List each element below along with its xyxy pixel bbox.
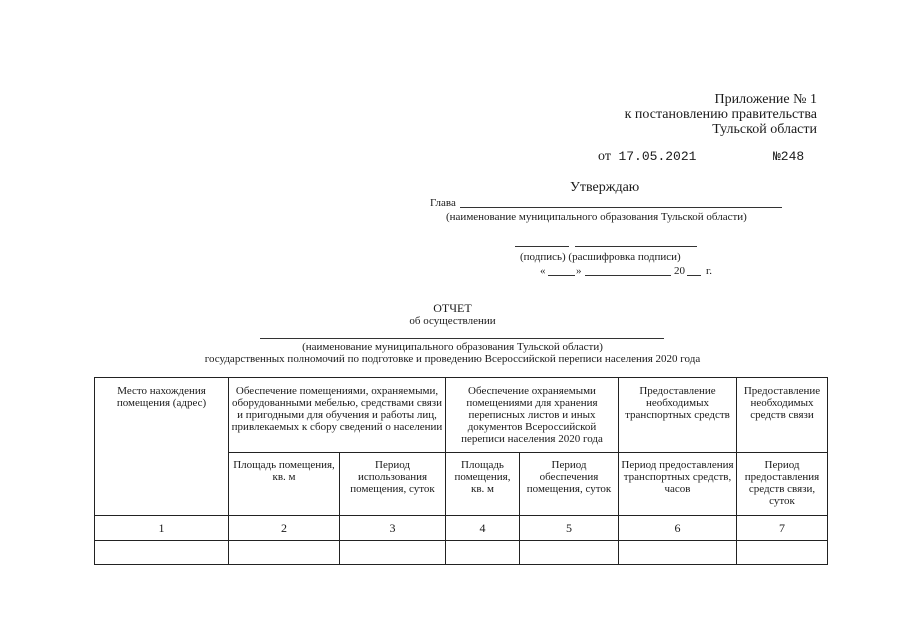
year-line: [687, 275, 701, 276]
col-number: 3: [340, 516, 446, 541]
col-number: 6: [619, 516, 737, 541]
subheader-communication-period: Период предоставления средств связи, суток: [737, 453, 828, 516]
sign-line: [515, 246, 569, 247]
empty-cell: [619, 541, 737, 565]
empty-cell: [446, 541, 520, 565]
year-prefix: 20: [674, 265, 685, 277]
table-empty-row: [95, 541, 828, 565]
year-suffix: г.: [706, 265, 713, 277]
subheader-storage-period: Период обеспечения помещения, суток: [520, 453, 619, 516]
header-group-communication: Предоставление необходимых средств связи: [737, 378, 828, 453]
sign-name-line: [575, 246, 697, 247]
subheader-storage-area: Площадь помещения, кв. м: [446, 453, 520, 516]
appendix-number: №248: [773, 149, 805, 164]
appendix-date: 17.05.2021: [618, 149, 697, 164]
head-line: [460, 207, 782, 208]
col-number: 4: [446, 516, 520, 541]
empty-cell: [340, 541, 446, 565]
header-group-premises: Обеспечение помещениями, охраняемыми, оборудованными мебелью, средствами связи и пригодными для обучения и работы лиц, привлекаемых к сбору сведений о населении: [229, 378, 446, 453]
table-number-row: [95, 516, 828, 541]
col-number: 5: [520, 516, 619, 541]
day-line: [548, 275, 575, 276]
head-caption: (наименование муниципального образования Тульской области): [446, 211, 747, 223]
report-caption: (наименование муниципального образования Тульской области): [302, 341, 603, 353]
appendix-date-row: [598, 149, 696, 164]
subheader-usage-period: Период использования помещения, суток: [340, 453, 446, 516]
appendix-title: Приложение № 1: [714, 92, 817, 107]
subheader-transport-period: Период предоставления транспортных средств, часов: [619, 453, 737, 516]
appendix-line2: к постановлению правительства: [624, 107, 817, 122]
header-group-storage: Обеспечение охраняемыми помещениями для хранения переписных листов и иных документов Всероссийской переписи населения 2020 года: [446, 378, 619, 453]
table-header-row: [95, 378, 828, 453]
empty-cell: [737, 541, 828, 565]
report-name-line: [260, 338, 664, 339]
col-number: 2: [229, 516, 340, 541]
col-number: 7: [737, 516, 828, 541]
empty-cell: [229, 541, 340, 565]
report-subtitle: об осуществлении: [409, 315, 496, 327]
date-close-quote: »: [576, 265, 582, 277]
header-location: Место нахождения помещения (адрес): [95, 378, 229, 516]
empty-cell: [95, 541, 229, 565]
appendix-line3: Тульской области: [712, 122, 817, 137]
month-line: [585, 275, 671, 276]
header-group-transport: Предоставление необходимых транспортных средств: [619, 378, 737, 453]
appendix-header: [625, 92, 817, 137]
date-prefix: от: [598, 149, 611, 164]
report-purpose: государственных полномочий по подготовке и проведению Всероссийской переписи населения 2020 года: [204, 353, 701, 365]
head-label: Глава: [430, 197, 456, 209]
approval-title: Утверждаю: [570, 180, 640, 195]
subheader-area: Площадь помещения, кв. м: [229, 453, 340, 516]
sign-caption: (подпись) (расшифровка подписи): [520, 251, 681, 263]
report-title: ОТЧЕТ: [433, 301, 472, 315]
report-table: [94, 377, 828, 565]
col-number: 1: [95, 516, 229, 541]
empty-cell: [520, 541, 619, 565]
date-open-quote: «: [540, 265, 546, 277]
